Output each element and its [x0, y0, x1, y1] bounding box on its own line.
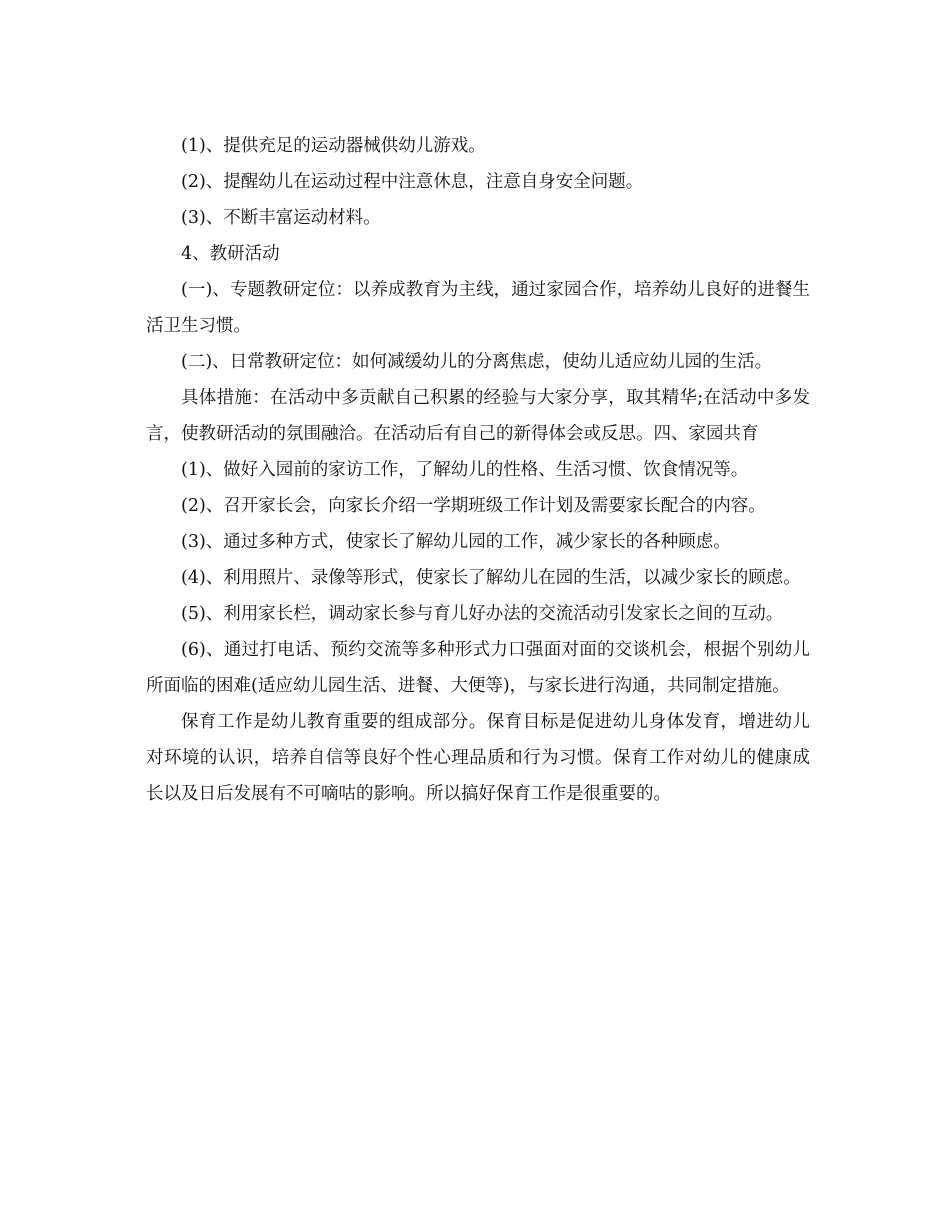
paragraph-parent-board: (5)、利用家长栏，调动家长参与育儿好办法的交流活动引发家长之间的互动。: [181, 604, 784, 624]
paragraph-sports-materials: (3)、不断丰富运动材料。: [181, 208, 381, 228]
paragraph-multiple-ways: (3)、通过多种方式，使家长了解幼儿园的工作，减少家长的各种顾虑。: [181, 532, 731, 552]
paragraph-rest-safety: (2)、提醒幼儿在运动过程中注意休息，注意自身安全问题。: [181, 172, 644, 192]
paragraph-phone-appointments: (6)、通过打电话、预约交流等多种形式力口强面对面的交谈机会，根据个别幼儿所面临的困难(适应幼儿园生活、进餐、大便等)，与家长进行沟通，共同制定措施。: [146, 640, 810, 696]
paragraph-childcare-work: 保育工作是幼儿教育重要的组成部分。保育目标是促进幼儿身体发育，增进幼儿对环境的认识，培养自信等良好个性心理品质和行为习惯。保育工作对幼儿的健康成长以及日后发展有不可嘀咕的影响。所以搞好保育工作是很重要的。: [146, 712, 810, 804]
paragraph-parent-meeting: (2)、召开家长会，向家长介绍一学期班级工作计划及需要家长配合的内容。: [181, 496, 766, 516]
paragraph-specific-measures: 具体措施：在活动中多贡献自己积累的经验与大家分享，取其精华;在活动中多发言，使教研活动的氛围融洽。在活动后有自己的新得体会或反思。四、家园共育: [146, 388, 810, 444]
paragraph-photos-videos: (4)、利用照片、录像等形式，使家长了解幼儿在园的生活，以减少家长的顾虑。: [181, 568, 801, 588]
paragraph-home-visit: (1)、做好入园前的家访工作，了解幼儿的性格、生活习惯、饮食情况等。: [181, 460, 749, 480]
paragraph-sports-equipment: (1)、提供充足的运动器械供幼儿游戏。: [181, 136, 486, 156]
section-heading-teaching-research: 4、教研活动: [181, 244, 280, 264]
paragraph-topic-research: (一)、专题教研定位：以养成教育为主线，通过家园合作，培养幼儿良好的进餐生活卫生习惯。: [146, 280, 810, 336]
document-body: [146, 128, 810, 812]
paragraph-daily-research: (二)、日常教研定位：如何减缓幼儿的分离焦虑，使幼儿适应幼儿园的生活。: [181, 352, 773, 372]
